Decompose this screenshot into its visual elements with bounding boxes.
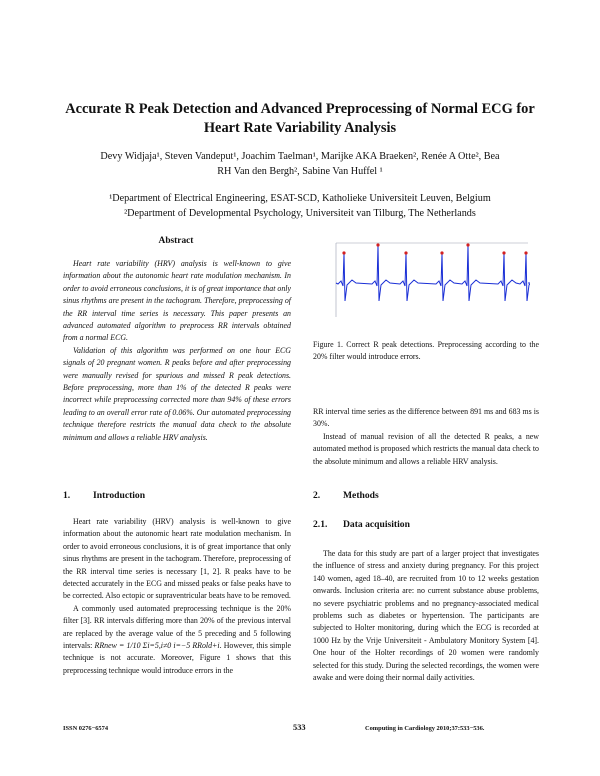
section-title: Introduction xyxy=(93,490,146,501)
affiliation-2: ²Department of Developmental Psychology, Universiteit van Tilburg, The Netherlands xyxy=(124,208,476,219)
right-paragraph-2: Instead of manual revision of all the detected R peaks, a new automated method is proposed which restricts the manual data check to the absolute minimum and allows a reliable HRV analysis. xyxy=(313,431,539,466)
affiliation-1: ¹Department of Electrical Engineering, ESAT-SCD, Katholieke Universiteit Leuven, Belgium xyxy=(109,193,491,204)
abstract-heading: Abstract xyxy=(158,236,194,246)
affiliations xyxy=(60,191,540,221)
r-peak-marker xyxy=(440,251,443,254)
right-column-body xyxy=(313,406,539,468)
authors-line-2: RH Van den Bergh², Sabine Van Huffel ¹ xyxy=(217,166,383,177)
r-peak-marker xyxy=(404,251,407,254)
r-peak-marker xyxy=(342,251,345,254)
footer-issn: ISSN 0276−6574 xyxy=(63,725,109,732)
subsection-number: 2.1. xyxy=(313,519,328,530)
intro-paragraph-2 xyxy=(63,603,291,677)
ecg-trace-group xyxy=(336,243,530,301)
abstract-paragraph-1: Heart rate variability (HRV) analysis is well-known to give information about the autonomic heart rate modulation mechanism. In order to avoid erroneous conclusions, it is of great importance that only sinus rhythms are present in the tachogram. Therefore, preprocessing of the RR interval time series is necessary. This paper presents an advanced automated algorithm to preprocess RR intervals obtained from a normal ECG. xyxy=(63,259,291,343)
intro-paragraph-2a: A commonly used automated preprocessing technique is the 20% filter [3]. RR intervals differing more than 20% of the previous interval are replaced by the average value of the 5 preceding and 5 following intervals: xyxy=(63,603,291,651)
subsection-title: Data acquisition xyxy=(343,519,410,530)
introduction-body xyxy=(63,516,291,677)
author-list xyxy=(60,149,540,179)
section-title: Methods xyxy=(343,490,379,501)
r-peak-marker xyxy=(502,251,505,254)
ecg-trace-line xyxy=(336,245,530,301)
methods-body xyxy=(313,548,539,684)
section-heading-introduction xyxy=(63,490,145,501)
title-line-2: Heart Rate Variability Analysis xyxy=(203,120,397,136)
r-peak-marker xyxy=(376,243,379,246)
authors-line-1: Devy Widjaja¹, Steven Vandeput¹, Joachim Taelman¹, Marijke AKA Braeken², Renée A Otte², Bea xyxy=(100,151,500,162)
section-heading-methods xyxy=(313,490,379,501)
methods-paragraph-1: The data for this study are part of a larger project that investigates the influence of stress and anxiety during pregnancy. For this project 140 women, aged 18–40, are recruited from 10 to 12 weeks gestation onwards. Inclusion criteria are: no current substance abuse problems, no severe psychiatric problems and no pregnancy-associated medical problems such as diabetes or hypertension. The participants are subjected to Holter monitoring, during which the ECG is recorded at 1000 Hz by the Vrije Universiteit - Ambulatory Monitory System [4]. One hour of the Holter recordings of 20 women were randomly selected for this study. During the selected recordings, the women were awake and were doing their normal daily activities. xyxy=(313,549,539,683)
figure-1-caption: Figure 1. Correct R peak detections. Preprocessing according to the 20% filter would introduce errors. xyxy=(313,340,539,362)
rr-formula: RRnew = 1/10 Σi=5,i≠0 i=−5 RRold+i xyxy=(94,641,220,651)
subsection-heading-data-acquisition xyxy=(313,519,410,530)
intro-paragraph-1: Heart rate variability (HRV) analysis is well-known to give information about the autonomic heart rate modulation mechanism. In order to avoid erroneous conclusions, it is of great importance that only sinus rhythms are present in the tachogram. Therefore, preprocessing of the RR interval time series is necessary [1, 2]. R peaks have to be detected accurately in the ECG and missed peaks or false peaks have to be corrected. Also ectopic or supraventricular beats have to be removed. xyxy=(63,517,291,601)
paper-title xyxy=(60,100,540,138)
abstract-body xyxy=(63,258,291,444)
ecg-figure xyxy=(318,237,530,319)
section-number: 1. xyxy=(63,490,71,501)
section-number: 2. xyxy=(313,490,321,501)
footer-page-number: 533 xyxy=(293,723,306,732)
title-line-1: Accurate R Peak Detection and Advanced Preprocessing of Normal ECG for xyxy=(65,101,535,117)
r-peak-marker xyxy=(524,251,527,254)
footer-venue: Computing in Cardiology 2010;37:533−536. xyxy=(365,725,485,732)
abstract-paragraph-2: Validation of this algorithm was performed on one hour ECG signals of 20 pregnant women. R peaks before and after preprocessing were manually revised for spurious and missed R peak detections. Before preprocessing, more than 1% of the detected R peaks were incorrect while preprocessing corrected more than 94% of these errors leading to an overall error rate of 0.06%. Our automated preprocessing technique therefore restricts the manual data check to the absolute minimum and allows a reliable HRV analysis. xyxy=(63,345,291,442)
r-peak-marker xyxy=(466,243,469,246)
right-paragraph-1: RR interval time series as the difference between 891 ms and 683 ms is 30%. xyxy=(313,407,539,429)
intro-paragraph-2b: . However, this simple technique is not accurate. Moreover, Figure 1 shows that this preprocessing technique would introduce errors in the xyxy=(63,641,291,675)
